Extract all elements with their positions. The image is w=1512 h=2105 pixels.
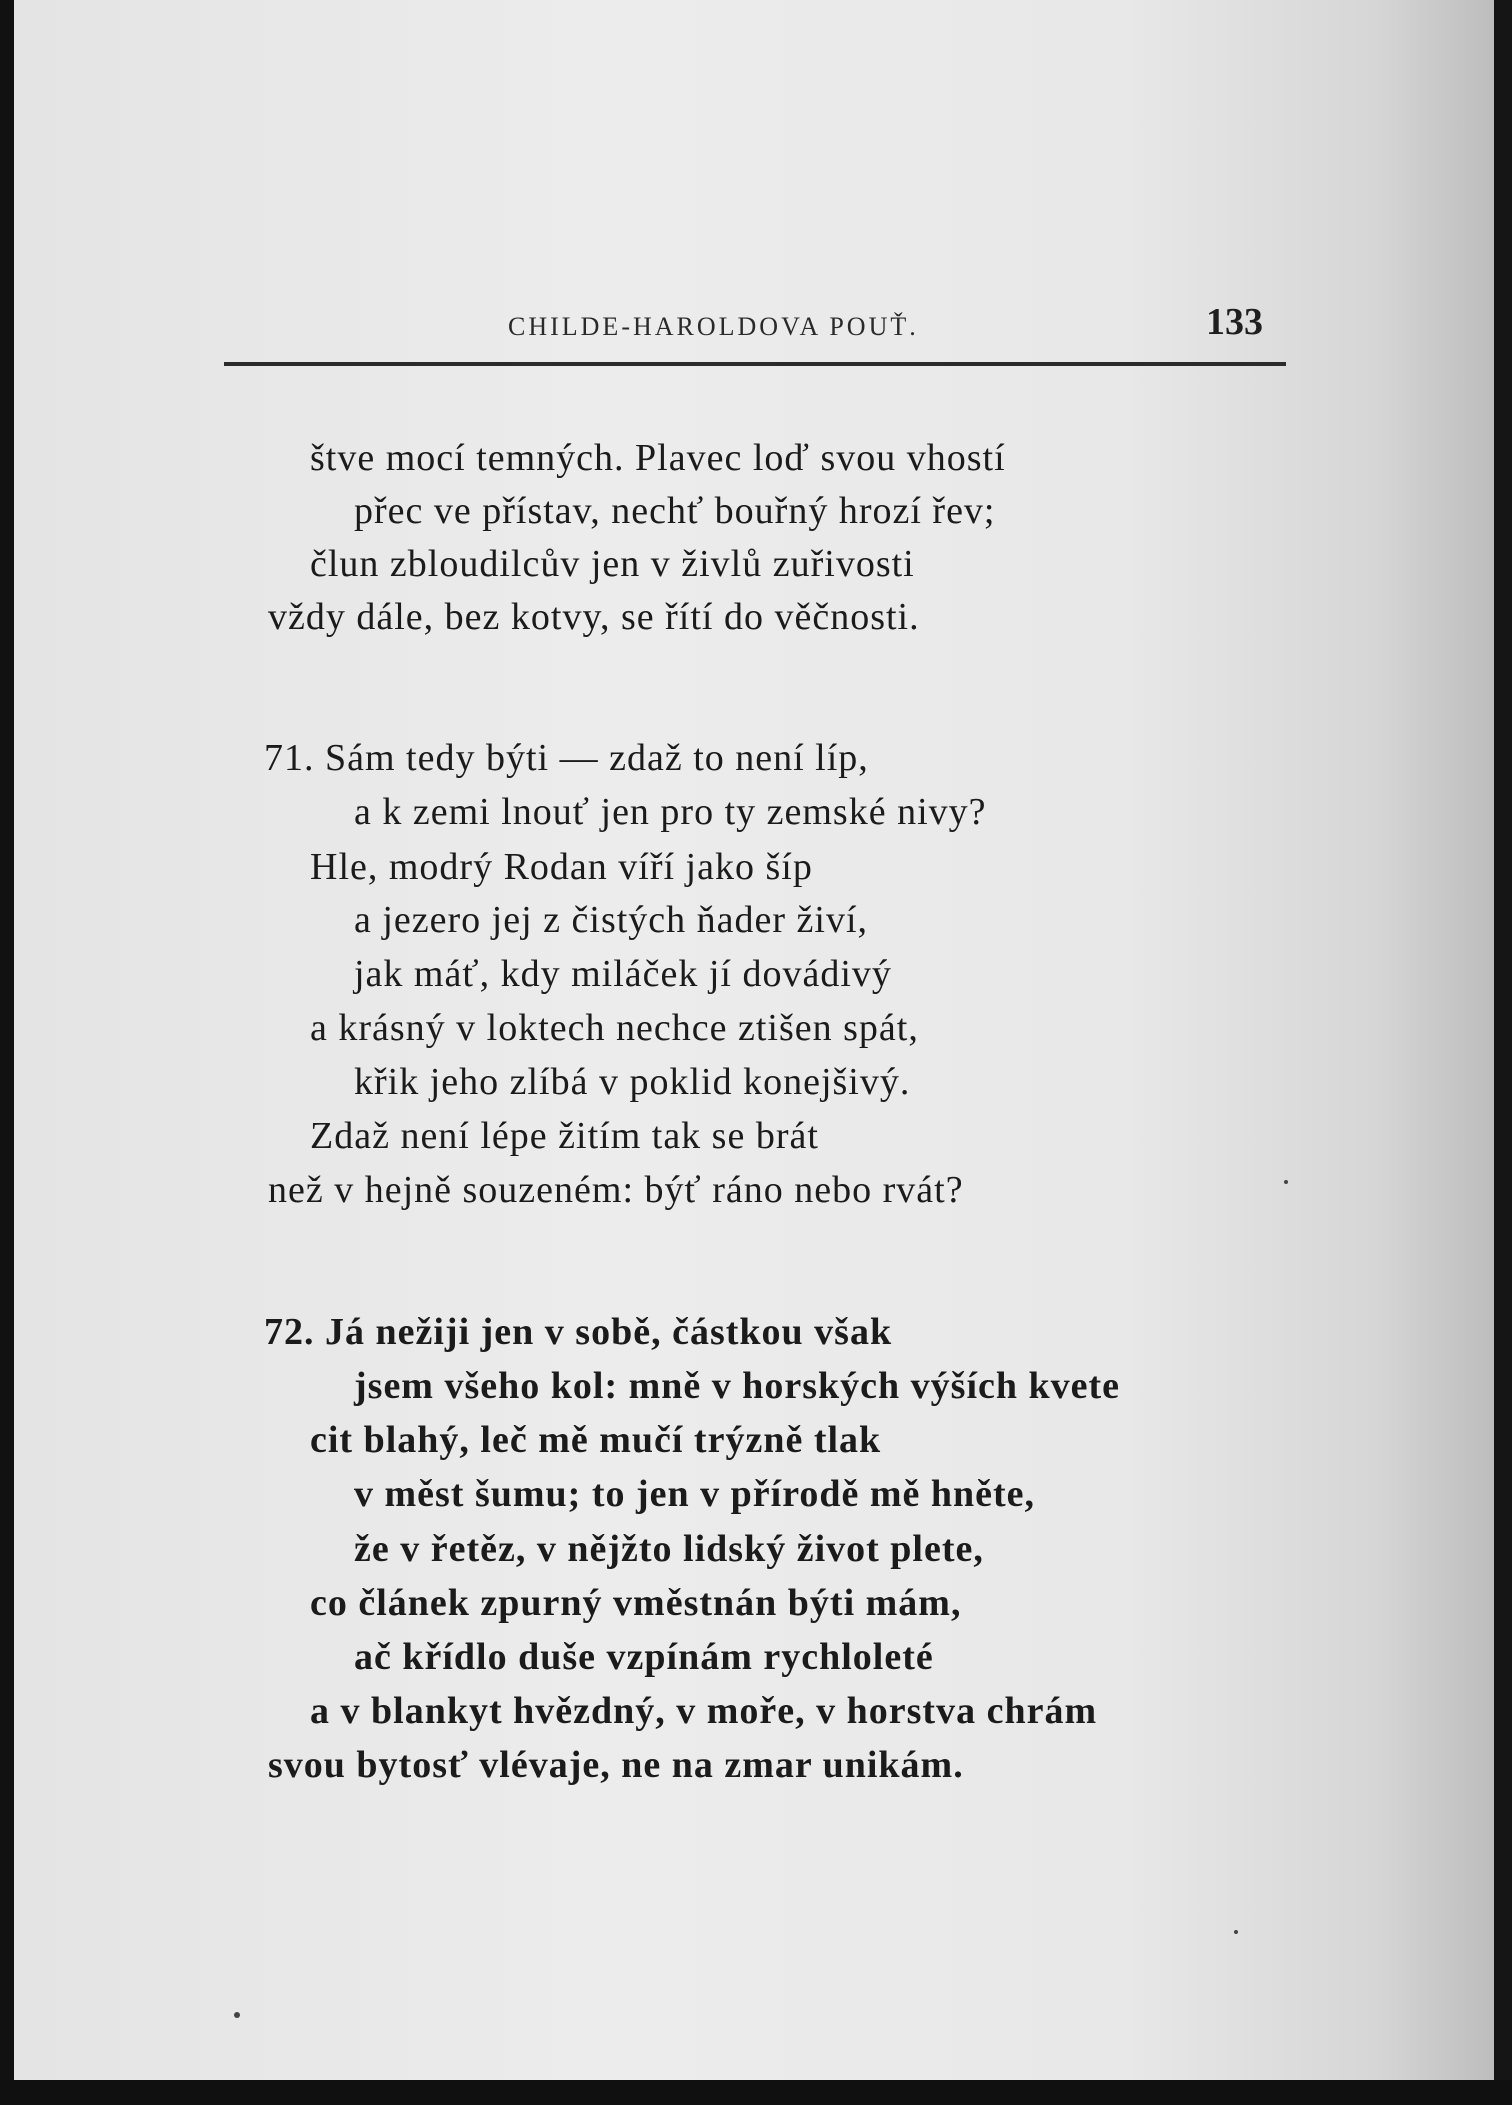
verse-line: a v blankyt hvězdný, v moře, v horstva chrám bbox=[310, 1690, 1098, 1732]
verse-line: ač křídlo duše vzpínám rychloleté bbox=[354, 1636, 934, 1678]
verse-line: člun zbloudilcův jen v živlů zuřivosti bbox=[310, 543, 915, 585]
scan-edge-bottom bbox=[0, 2080, 1512, 2105]
ink-speck bbox=[234, 2012, 240, 2018]
verse-line: a k zemi lnouť jen pro ty zemské nivy? bbox=[354, 791, 987, 833]
verse-line: Zdaž není lépe žitím tak se brát bbox=[310, 1115, 819, 1157]
verse-line: vždy dále, bez kotvy, se řítí do věčnosti. bbox=[268, 596, 920, 638]
verse-line: svou bytosť vlévaje, ne na zmar unikám. bbox=[268, 1744, 964, 1786]
verse-line: cit blahý, leč mě mučí trýzně tlak bbox=[310, 1419, 882, 1461]
stanza-72-line: 72. Já nežiji jen v sobě, částkou však bbox=[264, 1311, 893, 1353]
running-title: CHILDE-HAROLDOVA POUŤ. bbox=[508, 312, 919, 341]
verse-line: přec ve přístav, nechť bouřný hrozí řev; bbox=[354, 490, 996, 532]
verse-line: a jezero jej z čistých ňader živí, bbox=[354, 899, 869, 941]
stanza-71-line: 71. Sám tedy býti — zdaž to není líp, bbox=[264, 737, 869, 779]
page-header bbox=[14, 300, 1494, 360]
verse-line: jak máť, kdy miláček jí dovádivý bbox=[354, 953, 892, 995]
verse-line: než v hejně souzeném: býť ráno nebo rvát? bbox=[268, 1169, 964, 1211]
ink-speck bbox=[1234, 1930, 1238, 1934]
verse-line: křik jeho zlíbá v poklid konejšivý. bbox=[354, 1061, 911, 1103]
verse-line: jsem všeho kol: mně v horských výších kvete bbox=[354, 1365, 1121, 1407]
verse-line: Hle, modrý Rodan víří jako šíp bbox=[310, 846, 813, 888]
verse-line: v měst šumu; to jen v přírodě mě hněte, bbox=[354, 1473, 1036, 1515]
page-number: 133 bbox=[1206, 301, 1263, 343]
scan-edge-right bbox=[1494, 0, 1512, 2105]
verse-line: že v řetěz, v nějžto lidský život plete, bbox=[354, 1528, 984, 1570]
verse-line: co článek zpurný vměstnán býti mám, bbox=[310, 1582, 962, 1624]
verse-line: a krásný v loktech nechce ztišen spát, bbox=[310, 1007, 919, 1049]
header-rule bbox=[224, 362, 1286, 366]
book-page bbox=[14, 0, 1494, 2080]
verse-line: štve mocí temných. Plavec loď svou vhostí bbox=[310, 437, 1006, 479]
ink-speck bbox=[1284, 1180, 1288, 1184]
